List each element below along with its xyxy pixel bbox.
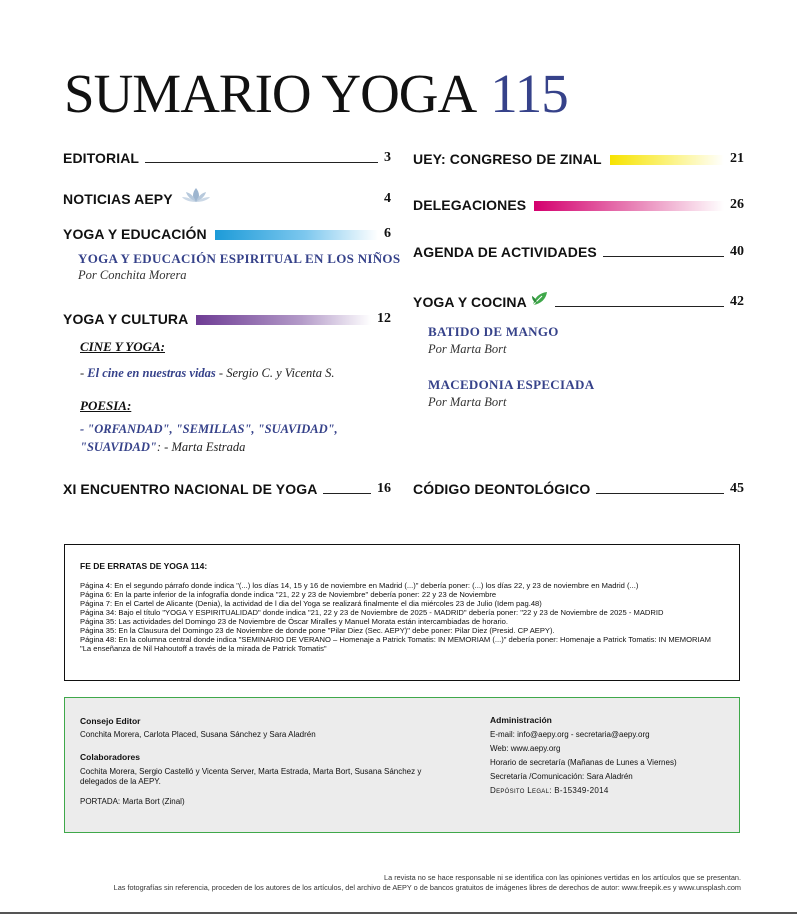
recipe-title-1[interactable]: BATIDO DE MANGO <box>428 324 559 339</box>
errata-line: Página 6: En la parte inferior de la infografía donde indica "21, 22 y 23 de Noviembre" debería poner: 22 y 23 de Noviembre <box>80 590 497 599</box>
section-rubric-poesia: POESIA: <box>80 398 132 413</box>
toc-page: 40 <box>730 244 744 259</box>
article-line-cine[interactable] <box>80 366 335 381</box>
article-title: El cine en nuestras vidas <box>87 366 216 380</box>
leader-line <box>323 492 371 494</box>
errata-line: Página 35: Las actividades del Domingo 23 de Noviembre de Óscar Miralles y Manuel Morata están intercambiadas de horario. <box>80 617 509 626</box>
toc-label: AGENDA DE ACTIVIDADES <box>413 244 597 260</box>
colaboradores-text: Cochita Morera, Sergio Castelló y Vicenta Server, Marta Estrada, Marta Bort, Susana Sánchez y <box>80 767 422 776</box>
toc-page: 16 <box>377 481 391 496</box>
toc-label: EDITORIAL <box>63 150 140 166</box>
toc-entry-cocina[interactable] <box>413 291 744 310</box>
dash: - <box>80 366 88 380</box>
toc-entry-uey[interactable] <box>413 151 744 167</box>
editorial-board-box <box>64 697 740 833</box>
gradient-bar <box>196 315 371 325</box>
toc-label: NOTICIAS AEPY <box>63 191 173 207</box>
toc-entry-noticias[interactable] <box>63 186 391 207</box>
toc-entry-educacion[interactable] <box>63 226 391 242</box>
lotus-icon <box>181 186 211 207</box>
errata-line: "La enseñanza de Nil Hahoutoff a través de la mirada de Patrick Tomatis" <box>80 644 327 653</box>
toc-label: UEY: CONGRESO DE ZINAL <box>413 151 602 167</box>
toc-page: 3 <box>384 150 391 165</box>
page-title <box>64 64 568 124</box>
article-author: Por Conchita Morera <box>78 268 187 282</box>
toc-entry-delegaciones[interactable] <box>413 197 744 213</box>
toc-page: 45 <box>730 481 744 496</box>
toc-entry-cultura[interactable] <box>63 311 391 327</box>
errata-box <box>64 544 740 681</box>
article-author: - Sergio C. y Vicenta S. <box>215 366 335 380</box>
gradient-bar <box>534 201 724 211</box>
errata-line: Página 35: En la Clausura del Domingo 23 de Noviembre de donde pone "Pilar Diez (Sec. AEPY)" debe poner: Pilar Diez (Presid. CP AEPY). <box>80 626 555 635</box>
admin-secretaria: Secretaría /Comunicación: Sara Aladrén <box>490 772 633 781</box>
issue-number: 115 <box>490 63 568 124</box>
article-title: "SUAVIDAD" <box>80 440 157 454</box>
toc-page: 21 <box>730 151 744 166</box>
footer-photo-credits: Las fotografías sin referencia, proceden de los autores de los artículos, del archivo de AEPY o de bancos gratuitos de imágenes libres de derechos de autor: www.freepik.es y www.unsplash.com <box>113 883 741 892</box>
admin-horario: Horario de secretaría (Mañanas de Lunes a Viernes) <box>490 758 677 767</box>
admin-email[interactable]: E-mail: info@aepy.org - secretaria@aepy.org <box>490 730 650 739</box>
toc-label: YOGA Y EDUCACIÓN <box>63 226 207 242</box>
admin-heading: Administración <box>490 715 552 725</box>
toc-page: 26 <box>730 197 744 212</box>
toc-label: YOGA Y COCINA <box>413 294 527 310</box>
deposito-legal: Depósito Legal: B-15349-2014 <box>490 786 609 795</box>
recipe-author-2: Por Marta Bort <box>428 395 507 409</box>
leader-line <box>603 255 724 257</box>
toc-entry-codigo[interactable] <box>413 481 744 497</box>
recipe-title-2[interactable]: MACEDONIA ESPECIADA <box>428 377 595 392</box>
errata-line: Página 34: Bajo el título "YOGA Y ESPIRITUALIDAD" donde indica "21, 22 y 23 de Noviembre de 2025 - MADRID" debería poner: "22 y 23 de Noviembre de 2025 - MADRID <box>80 608 664 617</box>
portada-credit: PORTADA: Marta Bort (Zinal) <box>80 797 185 806</box>
admin-web[interactable]: Web: www.aepy.org <box>490 744 561 753</box>
toc-label: DELEGACIONES <box>413 197 527 213</box>
toc-label: CÓDIGO DEONTOLÓGICO <box>413 481 591 497</box>
article-line-poesia-1[interactable] <box>80 422 338 437</box>
section-rubric-cine: CINE Y YOGA: <box>80 339 165 354</box>
errata-line: Página 4: En el segundo párrafo donde indica "(...) los días 14, 15 y 16 de noviembre en Madrid (...)" debería poner: (...) los días 22, y 23 de noviembre en Madrid (...) <box>80 581 639 590</box>
article-line-poesia-2[interactable] <box>80 440 245 455</box>
article-author: : - Marta Estrada <box>156 440 246 454</box>
title-text: SUMARIO YOGA <box>64 63 477 124</box>
toc-page: 42 <box>730 294 744 309</box>
toc-entry-encuentro[interactable] <box>63 481 391 497</box>
article-title: - "ORFANDAD", "SEMILLAS", "SUAVIDAD", <box>80 422 338 436</box>
colaboradores-heading: Colaboradores <box>80 752 140 762</box>
toc-page: 4 <box>384 191 391 206</box>
leader-line <box>555 305 724 307</box>
leader-line <box>596 492 724 494</box>
toc-label: YOGA Y CULTURA <box>63 311 189 327</box>
colaboradores-text: delegados de la AEPY. <box>80 777 161 786</box>
toc-page: 6 <box>384 226 391 241</box>
gradient-bar <box>610 155 724 165</box>
footer-disclaimer: La revista no se hace responsable ni se identifica con las opiniones vertidas en los artículos que se presentan. <box>384 873 741 882</box>
consejo-heading: Consejo Editor <box>80 716 141 726</box>
consejo-text: Conchita Morera, Carlota Placed, Susana Sánchez y Sara Aladrén <box>80 730 316 739</box>
errata-line: Página 48: En la columna central donde indica "SEMINARIO DE VERANO – Homenaje a Patrick Tomatis: IN MEMORIAM (...)" debería poner: Homenaje a Patrick Tomatis: IN MEMORIAM <box>80 635 711 644</box>
errata-line: Página 7: En el Cartel de Alicante (Denia), la actividad de l dia del Yoga se realizará finalmente el dia miércoles 23 de Julio (Idem pag.48) <box>80 599 542 608</box>
toc-label: XI ENCUENTRO NACIONAL DE YOGA <box>63 481 318 497</box>
leaf-icon <box>531 291 549 310</box>
errata-heading: FE DE ERRATAS DE YOGA 114: <box>80 561 208 571</box>
article-title[interactable]: YOGA Y EDUCACIÓN ESPIRITUAL EN LOS NIÑOS <box>78 251 401 266</box>
leader-line <box>145 161 378 163</box>
toc-page: 12 <box>377 311 391 326</box>
gradient-bar <box>215 230 378 240</box>
toc-entry-agenda[interactable] <box>413 244 744 260</box>
recipe-author-1: Por Marta Bort <box>428 342 507 356</box>
toc-entry-editorial[interactable] <box>63 150 391 166</box>
